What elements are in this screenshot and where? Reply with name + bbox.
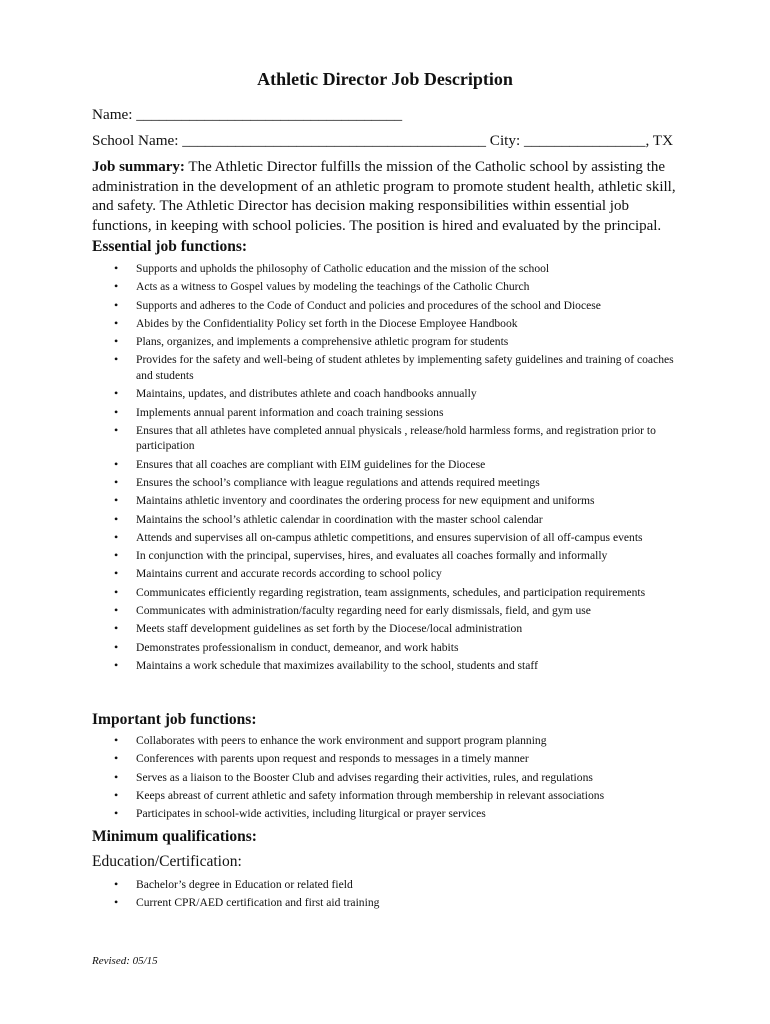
list-item: • Abides by the Confidentiality Policy set forth in the Diocese Employee Handbook — [114, 316, 674, 332]
list-item: • Communicates efficiently regarding registration, team assignments, schedules, and participation requirements — [114, 585, 674, 601]
qualifications-list — [114, 877, 674, 914]
school-city-field-line: School Name: ________________________________________ City: ________________, TX — [92, 132, 674, 149]
list-item: • Collaborates with peers to enhance the work environment and support program planning — [114, 733, 674, 749]
list-item: • Conferences with parents upon request and responds to messages in a timely manner — [114, 751, 674, 767]
list-item: • Meets staff development guidelines as set forth by the Diocese/local administration — [114, 621, 674, 637]
list-item: • Bachelor’s degree in Education or related field — [114, 877, 674, 893]
document-title: Athletic Director Job Description — [257, 69, 513, 89]
minimum-qualifications-heading: Minimum qualifications: — [92, 828, 257, 845]
essential-functions-list — [114, 261, 674, 676]
list-item: • Participates in school-wide activities, including liturgical or prayer services — [114, 806, 674, 822]
list-item: • Provides for the safety and well-being of student athletes by implementing safety guidelines and training of coaches and students — [114, 352, 674, 383]
list-item: • Maintains, updates, and distributes athlete and coach handbooks annually — [114, 386, 674, 402]
list-item: • Communicates with administration/faculty regarding need for early dismissals, field, and gym use — [114, 603, 674, 619]
list-item: • Supports and adheres to the Code of Conduct and policies and procedures of the school and Diocese — [114, 298, 674, 314]
list-item: • Implements annual parent information and coach training sessions — [114, 405, 674, 421]
education-certification-subheading: Education/Certification: — [92, 853, 242, 870]
job-summary-label: Job summary: — [92, 159, 185, 175]
list-item: • Maintains current and accurate records according to school policy — [114, 566, 674, 582]
important-functions-heading: Important job functions: — [92, 711, 257, 728]
job-summary-text: The Athletic Director fulfills the mission of the Catholic school by assisting the administration in the development of an athletic program to promote student health, athletic skill, and safety. The Athletic Director has decision making responsibilities within essential job functions, in keeping with school policies. The position is hired and evaluated by the principal. — [92, 159, 676, 234]
essential-functions-heading: Essential job functions: — [92, 238, 248, 255]
list-item: • Current CPR/AED certification and first aid training — [114, 895, 674, 911]
list-item: • Maintains the school’s athletic calendar in coordination with the master school calendar — [114, 512, 674, 528]
list-item: • Serves as a liaison to the Booster Club and advises regarding their activities, rules, and regulations — [114, 770, 674, 786]
list-item: • Ensures that all athletes have completed annual physicals , release/hold harmless forms, and registration prior to participation — [114, 423, 674, 454]
list-item: • Ensures the school’s compliance with league regulations and attends required meetings — [114, 475, 674, 491]
list-item: • Keeps abreast of current athletic and safety information through membership in relevant associations — [114, 788, 674, 804]
important-functions-list — [114, 733, 674, 824]
list-item: • Maintains athletic inventory and coordinates the ordering process for new equipment and uniforms — [114, 493, 674, 509]
name-field-line: Name: ___________________________________ — [92, 106, 403, 123]
list-item: • Demonstrates professionalism in conduct, demeanor, and work habits — [114, 640, 674, 656]
list-item: • Plans, organizes, and implements a comprehensive athletic program for students — [114, 334, 674, 350]
list-item: • Maintains a work schedule that maximizes availability to the school, students and staff — [114, 658, 674, 674]
list-item: • Ensures that all coaches are compliant with EIM guidelines for the Diocese — [114, 457, 674, 473]
job-summary — [92, 158, 692, 236]
list-item: • Supports and upholds the philosophy of Catholic education and the mission of the school — [114, 261, 674, 277]
list-item: • Acts as a witness to Gospel values by modeling the teachings of the Catholic Church — [114, 279, 674, 295]
list-item: • In conjunction with the principal, supervises, hires, and evaluates all coaches formally and informally — [114, 548, 674, 564]
revised-date: Revised: 05/15 — [92, 955, 158, 967]
list-item: • Attends and supervises all on-campus athletic competitions, and ensures supervision of all off-campus events — [114, 530, 674, 546]
